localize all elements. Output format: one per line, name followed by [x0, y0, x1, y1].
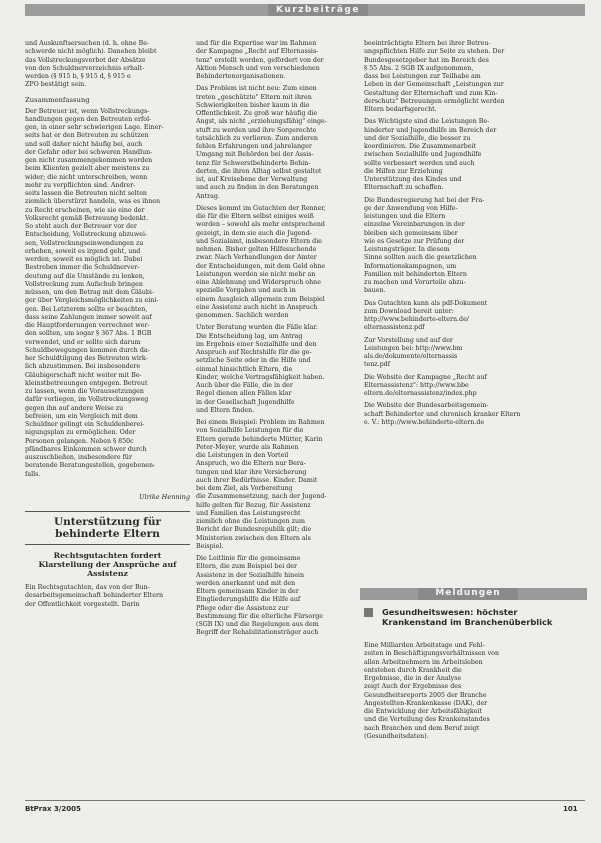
text-line: zu lassen, wenn die Voraussetzungen [25, 388, 144, 395]
text-line: schaft Behinderter und chronisch kranker Eltern [364, 410, 521, 418]
section-label: Kurzbeiträge [268, 4, 368, 16]
text-line: stuft zu werden und ihre Sorgerechte [196, 126, 317, 134]
text-line: Eltern bedarfsgerecht. [364, 106, 437, 113]
text-line: mehr zu verpflichten sind. Andrer- [25, 181, 136, 189]
text-line: Gesundheitsreports 2005 der Branche [364, 691, 487, 699]
text-line: und für die Expertise war im Rahmen [196, 40, 317, 47]
divider [25, 544, 190, 545]
intro-paragraph [25, 40, 190, 90]
text-line: auch ihrer Bedürfnisse. Kinder. Damit [196, 476, 318, 484]
text-line: dafür vorliegen, im Vollstreckungsweg [25, 396, 149, 404]
text-line: die Hauptforderungen verrechnet wer- [25, 322, 150, 329]
column-3 [364, 40, 586, 427]
text-line: die Hilfen zur Erziehung [364, 167, 443, 175]
text-line: derschutz" Betreuungen ermöglicht werden [364, 97, 505, 105]
text-line: Assistenz in der Sozialhilfe hinein [196, 571, 304, 579]
column-2-text [196, 40, 357, 638]
text-line: der Gefahr oder bei schweren Handlun- [25, 148, 153, 156]
text-line: worden – sowohl als mehr entsprechend [196, 221, 325, 229]
text-line: Peter-Meyer, wurde als Rahmen [196, 443, 299, 451]
text-line: Bei einem Beispiel: Problem im Rahmen [196, 419, 325, 426]
text-line: derten, die ihren Alltag selbst gestaltet [196, 167, 322, 175]
text-line: Gläubigerschaft nicht weiter mit Be- [25, 371, 142, 379]
text-line: in der Gesellschaft Jugendhilfe [196, 398, 295, 406]
text-line: Auch über die Fälle, die in der [196, 382, 293, 389]
text-line: hinderter und Jugendhilfe im Bereich der [364, 126, 497, 134]
text-line: Die Entscheidung lag, um Antrag [196, 332, 303, 340]
text-line: Die Leitlinie für die gemeinsame [196, 555, 301, 562]
text-line: (SGB IX) und die Regelungen aus dem [196, 621, 319, 628]
text-line: zum Download bereit unter: [364, 307, 454, 315]
text-line: pfändbares Einkommen schwer durch [25, 445, 147, 453]
text-line: Behindertenorganisationen. [196, 73, 286, 80]
text-line: Leistungen werden sie nicht mehr an [196, 270, 316, 278]
text-line: Antrag. [196, 192, 220, 200]
text-line: sollte verbessert werden und auch [364, 159, 475, 167]
text-line: einem Ausgleich allgemein zum Beispiel [196, 295, 325, 303]
text-line: und soll daher nicht häufig bei, auch [25, 140, 143, 148]
text-line: Volksrecht gemäß Betreuung bedenkt. [25, 214, 149, 222]
text-line: seits hat er den Betreuten zu schützen [25, 132, 149, 140]
text-line: tenz.pdf [364, 361, 391, 369]
text-line: Elternschaft zu schaffen. [364, 184, 444, 192]
text-line: deutung auf die Umstände zu lenken, [25, 272, 145, 280]
text-line: Ministerien zwischen den Eltern als [196, 534, 311, 542]
text-line: Aktion Mensch und von verschiedenen [196, 64, 320, 72]
text-line: tatsächlich zu verlieren. Zum anderen [196, 134, 318, 142]
text-line: Pflege oder die Assistenz zur [196, 604, 289, 612]
text-line: beratende Beratungsstellen, gegebenen- [25, 462, 156, 470]
text-line: Der Betreuer ist, wenn Vollstreckungs- [25, 107, 150, 115]
text-line: Unterstützung des Kindes und [364, 176, 462, 183]
text-line: zu machen und Vorurteile abzu- [364, 279, 466, 286]
text-line: Leistungen bei: http://www.bm [364, 344, 463, 352]
text-line: fehlen Erfahrungen und jahrelanger [196, 143, 312, 150]
text-line: leistungen und die Eltern [364, 213, 446, 220]
text-line: bleiben sich gemeinsam über [364, 229, 458, 237]
news-text [364, 642, 586, 741]
text-line: ZPO bestätigt sein. [25, 81, 87, 89]
column-3-text [364, 40, 586, 427]
news-body [364, 642, 586, 741]
text-line: treten „geschützte" Eltern mit ihren [196, 93, 312, 101]
text-line: Entscheidung, Vollstreckung abzuwei- [25, 231, 148, 239]
text-line: Beispiel. [196, 542, 224, 550]
text-line: Informationskampagnen, um [364, 262, 457, 270]
text-line: Unter Beratung wurden die Fälle klar. [196, 324, 318, 332]
text-line: nehmen. Bisher gelten Hilfesuchende [196, 246, 317, 253]
text-line: und der Sozialhilfe, die besser zu [364, 134, 471, 142]
page-number: 101 [563, 805, 578, 813]
text-line: ge der Anwendung von Hilfe- [364, 204, 458, 212]
text-line: das Vollstreckungsverbot der Absätze [25, 56, 146, 64]
text-line: wie es Gesetze zur Prüfung der [364, 237, 465, 245]
text-line: im Ergebnis einer Sozialhilfe und den [196, 340, 317, 348]
text-line: Regel dienen allen Fällen klar [196, 390, 292, 398]
text-line: So steht auch der Betreuer vor der [25, 223, 137, 230]
text-line: bei dem Ziel, als Vorbereitung [196, 485, 293, 492]
text-line: zwischen Sozialhilfe und Jugendhilfe [364, 151, 482, 159]
text-line: spezielle Vorgaben und auch in [196, 287, 296, 295]
text-line: eltern.de/elternassistenz/index.php [364, 390, 477, 397]
text-line: Zur Vorstellung und auf der [364, 336, 453, 344]
text-line: Gestaltung der Elternschaft und zum Kin- [364, 89, 498, 97]
text-line: ger über Vergleichsmöglichkeiten zu eini- [25, 297, 159, 305]
text-line: (Gesundheitsdaten). [364, 732, 429, 740]
text-line: und die Verteilung des Krankenstandes [364, 716, 490, 724]
text-line: dass bei Leistungen zur Teilhabe am [364, 73, 481, 80]
text-line: und auch zu finden in den Beratungen [196, 184, 319, 192]
text-line: zu Recht erscheinen, wie sie eine der [25, 206, 145, 214]
box-paragraph [25, 584, 190, 609]
text-line: Bestreben immer die Schuldnerver- [25, 264, 140, 272]
text-line: gen, in einer sehr schwierigen Lage. Einer- [25, 124, 164, 131]
text-line: Eine Milliarden Arbeitstage und Fehl- [364, 642, 485, 649]
text-line: zwar. Nach Verhandlungen der Ämter [196, 254, 317, 262]
text-line: desarbeitsgemeinschaft behinderter Eltern [25, 592, 164, 600]
text-line: setzliche Seite oder in die Hilfe und [196, 357, 311, 365]
text-line: Schuldner gelingt ein Schuldenberei- [25, 421, 145, 428]
text-line: hilfe gelten für Bezug, für Assistenz [196, 501, 311, 509]
summary-paragraph [25, 108, 190, 479]
text-line: die für die Eltern selbst einiges weiß [196, 213, 314, 220]
text-line: Das Problem ist nicht neu: Zum einen [196, 85, 317, 93]
text-line: Angst, als nicht „erziehungsfähig" einge- [196, 118, 327, 126]
header-band-right [368, 4, 585, 16]
text-line: werden (§ 915 b, § 915 d, § 915 e [25, 73, 131, 80]
author-signature: Ulrike Henning [139, 492, 190, 501]
text-line: zeiten in Beschäftigungsverhältnissen von [364, 650, 500, 658]
text-line: Schwierigkeiten bisher kaum in die [196, 101, 310, 109]
text-line: der Kampagne „Recht auf Elternassis- [196, 48, 319, 56]
text-line: falls. [25, 470, 41, 478]
box-subtitle: Rechtsgutachten fordert Klarstellung der Ansprüche auf Assistenz [38, 551, 177, 578]
text-line: e. V.: http://www.behinderte-eltern.de [364, 418, 485, 426]
text-line: Anspruch auf Rechtshilfe für die ge- [196, 349, 312, 356]
text-line: lich abzustimmen. Bei insbesondere [25, 363, 141, 371]
text-line: Eltern gemeinsam Kinder in der [196, 588, 299, 595]
divider [25, 511, 190, 512]
text-line: Umgang mit Behörden bei der Assis- [196, 151, 314, 159]
text-line: Ein Rechtsgutachten, das von der Bun- [25, 584, 150, 591]
text-line: der Entscheidungen, mit dem Geld ohne [196, 262, 326, 270]
text-line: Familien mit behinderten Eltern [364, 270, 467, 278]
header-band-left [25, 4, 268, 16]
text-line: verwendet, und er sollte sich darum [25, 338, 141, 346]
text-line: erheben, soweit es irgend geht, und [25, 247, 141, 255]
text-line: Personen gelangen. Neben § 850c [25, 437, 134, 445]
text-line: Leistungsträger. In diesem [364, 246, 450, 253]
text-line: einmal hinsichtlich Eltern, die [196, 365, 293, 373]
text-line: koordinieren. Die Zusammenarbeit [364, 143, 477, 150]
text-line: Kinder, welche Vertragsfähigkeit haben. [196, 373, 325, 381]
text-line: kleinstbetreuungen entgegen. Betreut [25, 379, 148, 387]
text-line: und Eltern finden. [196, 406, 255, 414]
text-line: Die Website der Bundesarbeitsgemein- [364, 402, 489, 410]
text-line: Bestimmung für die elterliche Fürsorge [196, 612, 323, 620]
meldungen-label: Meldungen [418, 588, 518, 600]
text-line: Anspruch, wo die Eltern nur Bera- [196, 460, 306, 468]
text-line: http://www.behinderte-eltern.de/ [364, 316, 469, 323]
text-line: Begriff der Rehabilitationsträger auch [196, 629, 319, 637]
text-line: und Familien das Leistungsrecht [196, 509, 301, 517]
text-line: handlungen gegen den Betreuten erfol- [25, 115, 152, 123]
text-line: tungen und klar ihre Versicherung [196, 468, 307, 476]
text-line: und Sozialamt, insbesondere Eltern die [196, 237, 322, 245]
box-title: Unterstützung für behinderte Eltern [53, 516, 161, 540]
text-line: Das Gutachten kann als pdf-Dokument [364, 299, 488, 307]
text-line: von den Schuldnerverzeichnis erhalt- [25, 64, 145, 72]
text-line: Öffentlichkeit. Zu groß war häufig die [196, 110, 318, 117]
text-line: die Entwicklung der Arbeitsfähigkeit [364, 708, 482, 715]
text-line: Schuldbewegungen kommen durch da- [25, 346, 150, 354]
bullet-square-icon [364, 608, 373, 617]
text-line: § 55 Abs. 2 SGB IX aufgenommen, [364, 64, 474, 72]
text-line: gen nicht zusammengekommen worden [25, 157, 153, 164]
text-line: genommen. Sachlich werden [196, 312, 289, 319]
text-line: entstehen durch Krankheit die [364, 666, 462, 674]
text-line: und Auskunftsersuchen (d. h. ohne Be- [25, 40, 150, 47]
column-2 [196, 40, 357, 638]
text-line: tenz für Schwerstbehinderte Behin- [196, 159, 311, 167]
section-heading: Zusammenfassung [25, 95, 90, 104]
text-line: befreien, um ein Vergleich mit dem [25, 412, 138, 420]
text-line: beim Klienten gezielt aber meistens zu [25, 165, 150, 173]
text-line: den sollten, um sogar § 367 Abs. 1 BGB [25, 330, 152, 338]
text-line: schwerde nicht möglich). Daneben bleibt [25, 48, 157, 56]
text-line: Die Bundesregierung hat bei der Fra- [364, 196, 485, 204]
text-line: gegen ihn auf andere Weise zu [25, 404, 124, 412]
text-line: müssen, um den Betrag mit dem Gläubi- [25, 289, 155, 296]
text-line: sen, Vollstreckungseinwendungen zu [25, 239, 144, 247]
text-line: die Leistungen in den Vorteil [196, 452, 289, 459]
text-line: ist, auf Kreisebene der Verwaltung [196, 176, 308, 183]
text-line: einzelne Vereinbarungen in der [364, 221, 465, 229]
text-line: die Zusammensetzung, nach der Jugend- [196, 493, 327, 501]
text-line: gezeigt, in dem sie auch die Jugend- [196, 229, 312, 237]
text-line: werden, soweit es möglich ist. Dabei [25, 256, 143, 263]
text-line: Bericht der Bundesrepublik gilt; die [196, 526, 312, 534]
text-line: eine Ablehnung und Widerspruch ohne [196, 279, 321, 286]
text-line: seits lassen die Betreuten nicht selten [25, 190, 147, 197]
text-line: Bundesgesetzgeber hat im Bereich des [364, 56, 489, 64]
text-line: Ergebnisse, die in der Analyse [364, 675, 462, 682]
text-line: Eltern gerade behinderte Mütter, Karin [196, 435, 323, 443]
text-line: der Öffentlichkeit vorgestellt. Darin [25, 600, 140, 608]
text-line: bauen. [364, 287, 386, 295]
text-line: allen Arbeitnehmern im Arbeitsleben [364, 658, 483, 666]
text-line: tenz" erstellt worden, gefördert von der [196, 56, 324, 64]
text-line: werden anerkannt und mit den [196, 579, 296, 587]
text-line: ungspflichten Hilfe zur Seite zu stehen. Der [364, 48, 505, 56]
text-line: Eltern, die zum Beispiel bei der [196, 563, 297, 571]
text-line: beeinträchtigte Eltern bei ihrer Betreu- [364, 40, 491, 47]
text-line: Vollstreckung zum Aufschub bringen [25, 280, 143, 288]
text-line: nigungsplan zu ermöglichen. Oder [25, 429, 136, 437]
news-title: Gesundheitswesen: höchster Krankenstand im Branchenüberblick [382, 607, 553, 627]
text-line: dass seine Zahlungen immer soweit auf [25, 313, 152, 321]
text-line: als.de/dokumente/elternassis [364, 353, 458, 360]
column-1 [25, 40, 190, 609]
text-line: zeigt Auch der Ergebnisse des [364, 683, 462, 691]
text-line: Eingliederungshilfe die Hilfe auf [196, 596, 301, 604]
text-line: her Schuldtilgung des Betreuten wirk- [25, 355, 148, 362]
text-line: Die Website der Kampagne „Recht auf [364, 373, 487, 381]
text-line: Leben in der Gemeinschaft „Leistungen zur [364, 81, 504, 89]
footer-rule [25, 800, 585, 801]
text-line: Angestellten-Krankenkasse (DAK), der [364, 699, 488, 707]
text-line: Elternassistenz": http://www.bbe [364, 381, 469, 389]
text-line: Dieses kommt im Gutachten der Renner, [196, 204, 326, 212]
text-line: von Sozialhilfe Leistungen für die [196, 427, 304, 435]
text-line: ziemlich überstürzt handeln, was es ihnen [25, 198, 161, 206]
footer-journal: BtPrax 3/2005 [25, 805, 81, 813]
text-line: auszuschließen, insbesondere für [25, 454, 133, 461]
text-line: eine Assistenz auch nicht in Anspruch [196, 303, 318, 311]
text-line: nach Branchen und dem Beruf zeigt [364, 724, 480, 732]
text-line: Sinne sollten auch die gesetzlichen [364, 254, 477, 262]
text-line: ziemlich ohne die Leistungen zum [196, 518, 305, 525]
text-line: elternassistenz.pdf [364, 324, 425, 332]
text-line: Das Wichtigste sind die Leistungen Be- [364, 118, 490, 126]
text-line: gen. Bei Letzterem sollte er beachten, [25, 305, 148, 313]
text-line: wider; die nicht unterschreiben, wenn [25, 173, 148, 181]
